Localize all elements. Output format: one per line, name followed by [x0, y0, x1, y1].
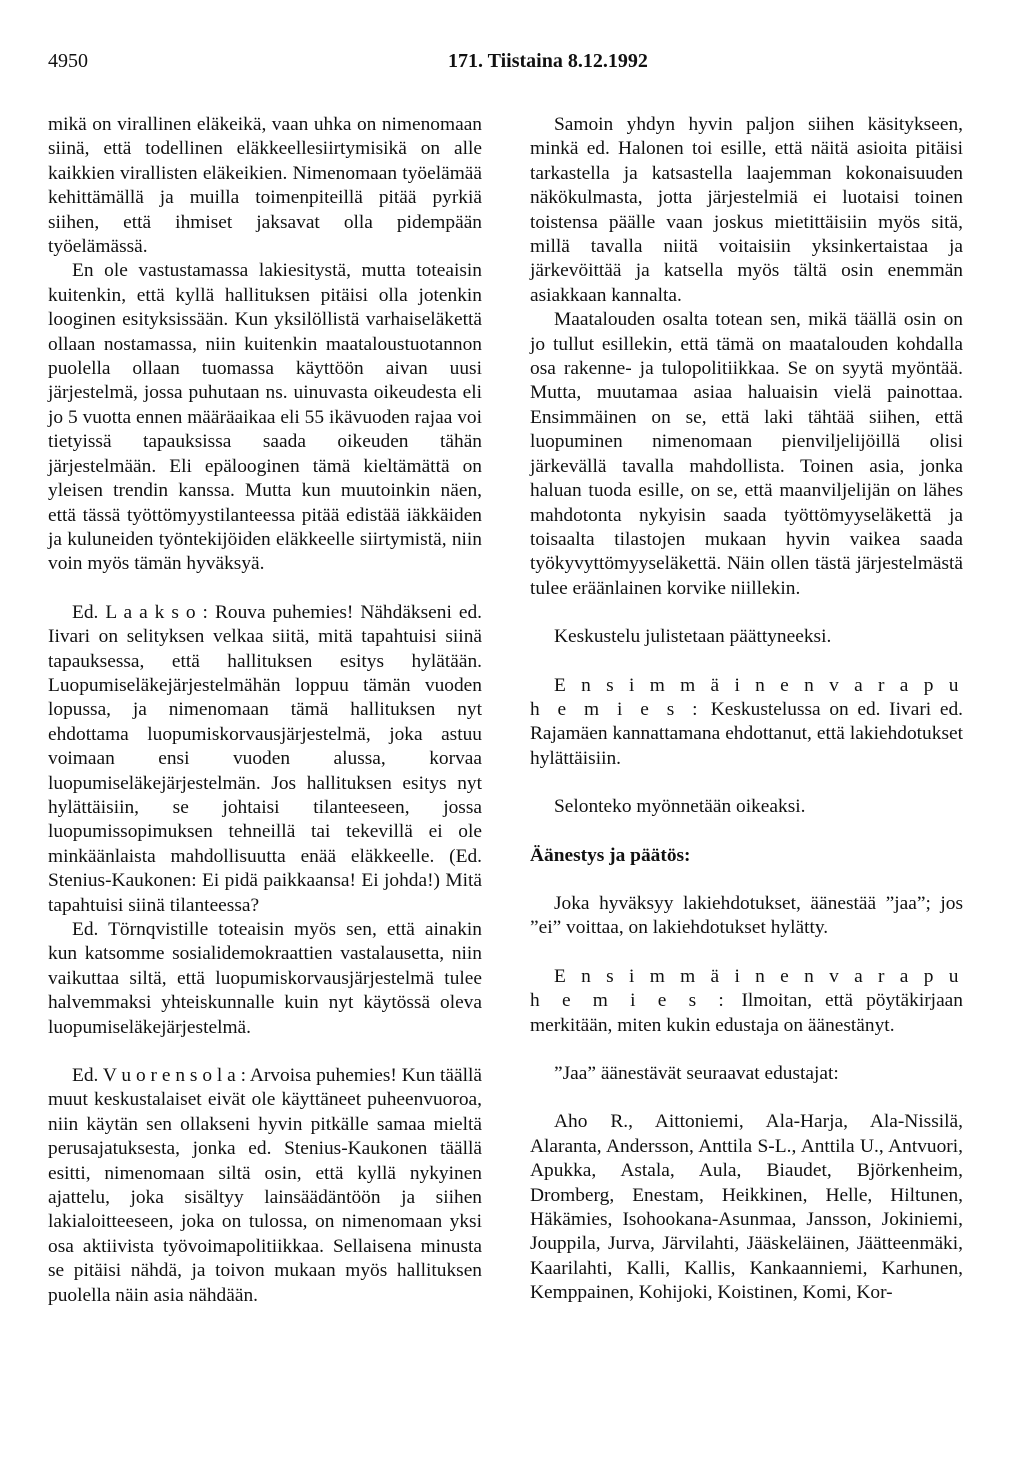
paragraph: Maatalouden osalta totean sen, mikä täällä osin on jo tullut esillekin, että tämä on maatalouden kohdalla osa rakenne- ja tulopolitiikkaa. Se on syytä myöntää. Mutta, muutamaa asiaa haluaisin vielä painottaa. Ensimmäinen on se, että laki tähtää siihen, että luopuminen nimenomaan pienviljelijöillä olisi järkevällä tavalla mahdollista. Toinen asia, jonka haluan tuoda esille, on se, että maanviljelijän on lähes mahdotonta nykyisin saada työttömyyseläkettä ja toisaalta tilastojen mukaan hyvin vaikea saada työkyvyttömyyseläkettä. Näin ollen tästä järjestelmästä tulee eräänlainen korvike niillekin.	[530, 309, 963, 599]
paragraph: mikä on virallinen eläkeikä, vaan uhka on nimenomaan siinä, että todellinen eläkkeellesiirtymisikä on alle kaikkien virallisten eläkeikien. Nimenomaan työelämää kehittämällä ja muilla toimenpiteillä pitää pyrkiä siihen, että ihmiset jaksavat olla pidempään työelämässä.	[48, 114, 482, 258]
debate-closed: Keskustelu julistetaan päättyneeksi.	[554, 626, 832, 648]
jaa-names-list: Aho R., Aittoniemi, Ala-Harja, Ala-Nissilä, Alaranta, Andersson, Anttila S-L., Anttila U., Antvuori, Apukka, Astala, Aula, Biaudet, Björkenheim, Dromberg, Enestam, Heikkinen, Helle, Hiltunen, Häkämies, Isohookana-Asunmaa, Jansson, Jokiniemi, Jouppila, Jurva, Järvilahti, Jääskeläinen, Jäätteenmäki, Kaarilahti, Kalli, Kallis, Kankaanniemi, Karhunen, Kemppainen, Kohijoki, Koistinen, Komi, Kor-	[530, 1111, 963, 1304]
approval-statement: Selonteko myönnetään oikeaksi.	[554, 796, 806, 818]
page-number: 4950	[48, 50, 88, 72]
paragraph: Ed. Törnqvistille toteaisin myös sen, että ainakin kun katsomme sosialidemokraattien vastalausetta, niin vaikuttaa siltä, että luopumiskorvausjärjestelmä tulee halvemmaksi yhteiskunnalle kuin nyt käytössä oleva luopumiseläkejärjestelmä.	[48, 919, 482, 1038]
speech-deputy-speaker-2	[530, 965, 963, 1038]
paragraph: En ole vastustamassa lakiesitystä, mutta toteaisin kuitenkin, että kyllä hallituksen pitäisi olla jotenkin looginen esityksissään. Kun yksilöllistä varhaiseläkettä ollaan nostamassa, niin kuitenkin maataloustuotannon puolella ollaan tuomassa käyttöön aivan uusi järjestelmä, jossa puhutaan ns. uinuvasta oikeudesta eli jo 5 vuotta ennen määräaikaa eli 55 ikävuoden rajaa voi tietyissä tapauksissa saada oikeuden tähän järjestelmään. Eli epälooginen tämä kieltämättä on yleisen trendin kanssa. Mutta kun muutoinkin näen, että tässä työttömyystilanteessa pitää edistää iäkkäiden ja kuluneiden työntekijöiden eläkkeelle siirtymistä, niin voin myös tämän hyväksyä.	[48, 260, 482, 575]
speech-deputy-speaker-1	[530, 674, 963, 772]
speech-text: Arvoisa puhemies! Kun täällä muut keskustalaiset eivät ole käyttäneet puheenvuoroa, niin käytän sen ollakseni hyvin pitkälle samaa mieltä perusajatuksesta, jonka ed. Stenius-Kaukonen täällä esitti, nimenomaan siltä osin, että kyllä nykyinen ajattelu, joka sisältyy lainsäädäntöön ja siihen lakialoitteeseen, joka on tulossa, on nimenomaan yksi osa aktiivista työvoimapolitiikkaa. Sellaisena minusta se pitäisi nähdä, ja toivon mukaan myös hallituksen puolella näin asia nähdään.	[48, 1065, 482, 1306]
speech-vuorensola	[48, 1064, 482, 1308]
vote-rule: Joka hyväksyy lakiehdotukset, äänestää ”jaa”; jos ”ei” voittaa, on lakiehdotukset hylätty.	[530, 892, 963, 939]
paragraph: Samoin yhdyn hyvin paljon siihen käsitykseen, minkä ed. Halonen toi esille, että näitä asioita pitäisi tarkastella ja katsastella laajemman kokonaisuuden näkökulmasta, jotta järjestelmiä ei luotaisi toinen toistensa päälle vaan joskus mietittäisiin myös sitä, millä tavalla niitä voitaisiin yksinkertaistaa ja järkevöittää ja katsella myös tältä osin enemmän asiakkaan kannalta.	[530, 114, 963, 306]
page-header	[48, 50, 976, 80]
vote-heading: Äänestys ja päätös:	[530, 844, 691, 866]
speaker-name: Ed. L a a k s o :	[72, 601, 208, 623]
left-column	[48, 113, 482, 1308]
speaker-name: E n s i m m ä i n e n v a r a p u h e m i e s :	[530, 965, 963, 1012]
speech-text: Rouva puhemies! Nähdäkseni ed. Iivari on selityksen velkaa siitä, mitä tapahtuisi siinä tapauksessa, että hallituksen esitys hylätään. Luopumiseläkejärjestelmähän loppuu tämän vuoden lopussa, ja nimenomaan tämä hallituksen nyt ehdottama luopumiskorvausjärjestelmä, joka astuu voimaan ensi vuoden alussa, korvaa luopumiseläkejärjestelmän. Jos hallituksen esitys nyt hylättäisiin, se johtaisi tilanteeseen, jossa luopumissopimuksen tehneillä tai tekevillä ei ole minkäänlaista mahdollisuutta enää eläkkeelle. (Ed. Stenius-Kaukonen: Ei pidä paikkaansa! Ei johda!) Mitä tapahtuisi siinä tilanteessa?	[48, 601, 482, 916]
right-column	[530, 113, 963, 1306]
session-date: 171. Tiistaina 8.12.1992	[448, 50, 648, 72]
speaker-name: Ed. V u o r e n s o l a :	[72, 1065, 247, 1087]
jaa-intro: ”Jaa” äänestävät seuraavat edustajat:	[554, 1063, 839, 1084]
speech-laakso	[48, 601, 482, 918]
speaker-name: E n s i m m ä i n e n v a r a p u h e m i e s :	[530, 674, 963, 720]
speech-text: Keskustelussa on ed. Iivari ed. Rajamäen kannattamana ehdottanut, että lakiehdotukset hylättäisiin.	[530, 698, 963, 769]
speech-text: Ilmoitan, että pöytäkirjaan merkitään, miten kukin edustaja on äänestänyt.	[530, 990, 963, 1036]
